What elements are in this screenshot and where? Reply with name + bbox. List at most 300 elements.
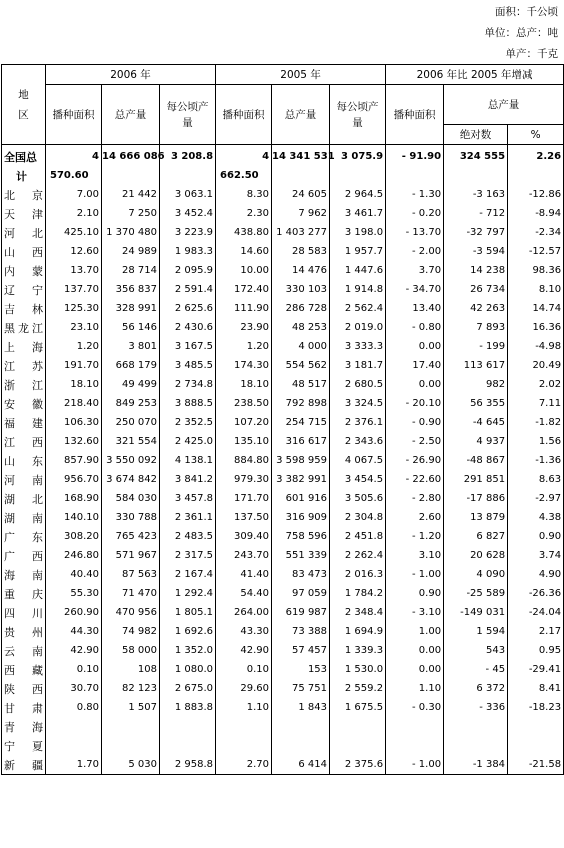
area-change-cell: - 2.80 [386,489,444,508]
pct-change-cell: 7.11 [508,394,564,413]
region-cell: 山 东 [2,451,46,470]
pct-change-cell [508,717,564,736]
output-2006-cell: 3 801 [102,337,160,356]
output-2006-cell: 56 146 [102,318,160,337]
area-2005-cell: 264.00 [216,603,272,622]
table-row [2,527,564,546]
yield-2005-cell: 1 339.3 [330,641,386,660]
region-cell: 甘 肃 [2,698,46,717]
abs-change-cell: 56 355 [444,394,508,413]
yield-2005-cell: 1 530.0 [330,660,386,679]
region-cell: 宁 夏 [2,736,46,755]
area-2005-cell: 4 [216,145,272,167]
table-row [2,318,564,337]
yield-2005-cell [330,717,386,736]
table-row [2,622,564,641]
region-cell: 福 建 [2,413,46,432]
output-2005-cell: 551 339 [272,546,330,565]
abs-change-cell [444,736,508,755]
output-2006-cell: 108 [102,660,160,679]
area-change-cell: 1.00 [386,622,444,641]
area-2006-cell: 7.00 [46,185,102,204]
output-2006-cell: 668 179 [102,356,160,375]
area-change-cell: 3.10 [386,546,444,565]
output-2005-cell: 73 388 [272,622,330,641]
table-row [2,242,564,261]
header-2005: 2005 年 [216,65,386,85]
yield-2006-cell: 2 095.9 [160,261,216,280]
area-2005-cell [216,736,272,755]
pct-change-cell: -8.94 [508,204,564,223]
table-row [2,337,564,356]
area-2005-cell: 662.50 [216,166,272,185]
area-change-cell: 0.00 [386,641,444,660]
area-2005-cell: 438.80 [216,223,272,242]
output-2006-cell: 765 423 [102,527,160,546]
pct-change-cell: 2.02 [508,375,564,394]
output-2005-cell: 330 103 [272,280,330,299]
area-2006-cell: 30.70 [46,679,102,698]
area-change-cell: - 20.10 [386,394,444,413]
pct-change-cell: 8.63 [508,470,564,489]
output-2005-cell: 286 728 [272,299,330,318]
region-cell: 浙 江 [2,375,46,394]
area-2006-cell: 106.30 [46,413,102,432]
area-change-cell: 0.00 [386,337,444,356]
region-cell: 江 西 [2,432,46,451]
yield-2006-cell: 2 958.8 [160,755,216,775]
area-change-cell: - 0.90 [386,413,444,432]
output-2005-cell: 601 916 [272,489,330,508]
area-2005-cell: 54.40 [216,584,272,603]
table-row [2,299,564,318]
area-2005-cell: 243.70 [216,546,272,565]
header-area-2005: 播种面积 [216,85,272,145]
yield-2005-cell: 2 376.1 [330,413,386,432]
pct-change-cell: 0.95 [508,641,564,660]
table-row [2,432,564,451]
area-2006-cell [46,736,102,755]
output-2006-cell: 14 666 086 [102,145,160,167]
abs-change-cell: 7 893 [444,318,508,337]
area-2005-cell: 135.10 [216,432,272,451]
pct-change-cell: -2.34 [508,223,564,242]
area-2005-cell: 41.40 [216,565,272,584]
area-change-cell: 0.00 [386,660,444,679]
output-2005-cell: 316 617 [272,432,330,451]
pct-change-cell: 2.17 [508,622,564,641]
area-2005-cell: 8.30 [216,185,272,204]
region-cell: 贵 州 [2,622,46,641]
region-cell: 四 川 [2,603,46,622]
area-2006-cell: 956.70 [46,470,102,489]
pct-change-cell: -12.57 [508,242,564,261]
region-cell: 重 庆 [2,584,46,603]
output-2006-cell: 330 788 [102,508,160,527]
region-cell: 全国总 [2,145,46,167]
abs-change-cell: -3 594 [444,242,508,261]
area-2006-cell: 308.20 [46,527,102,546]
area-2005-cell: 309.40 [216,527,272,546]
area-change-cell: - 2.00 [386,242,444,261]
abs-change-cell: 291 851 [444,470,508,489]
area-2006-cell: 12.60 [46,242,102,261]
table-notes [0,0,564,64]
output-2006-cell: 849 253 [102,394,160,413]
area-2006-cell: 191.70 [46,356,102,375]
region-cell: 黑龙江 [2,318,46,337]
yield-2005-cell: 2 343.6 [330,432,386,451]
table-row [2,736,564,755]
region-cell: 计 [2,166,46,185]
region-cell: 山 西 [2,242,46,261]
abs-change-cell: 982 [444,375,508,394]
yield-2006-cell: 1 292.4 [160,584,216,603]
output-2006-cell: 71 470 [102,584,160,603]
area-change-cell: 13.40 [386,299,444,318]
pct-change-cell: 3.74 [508,546,564,565]
yield-2006-cell: 3 457.8 [160,489,216,508]
area-2006-cell: 425.10 [46,223,102,242]
yield-2006-cell: 4 138.1 [160,451,216,470]
output-2005-cell: 7 962 [272,204,330,223]
output-2005-cell: 1 843 [272,698,330,717]
output-2005-cell: 4 000 [272,337,330,356]
area-change-cell: 0.90 [386,584,444,603]
yield-2005-cell: 2 559.2 [330,679,386,698]
area-change-cell: - 2.50 [386,432,444,451]
header-absolute: 绝对数 [444,125,508,145]
abs-change-cell: -48 867 [444,451,508,470]
area-2005-cell: 2.70 [216,755,272,775]
abs-change-cell: -149 031 [444,603,508,622]
abs-change-cell: 543 [444,641,508,660]
output-2005-cell: 97 059 [272,584,330,603]
area-change-cell: - 34.70 [386,280,444,299]
area-2005-cell: 2.30 [216,204,272,223]
area-change-cell: - 3.10 [386,603,444,622]
area-2006-cell [46,717,102,736]
yield-2005-cell: 2 375.6 [330,755,386,775]
output-2005-cell: 57 457 [272,641,330,660]
header-percent: % [508,125,564,145]
area-2006-cell: 4 [46,145,102,167]
abs-change-cell: 13 879 [444,508,508,527]
output-2006-cell [102,736,160,755]
output-2005-cell: 619 987 [272,603,330,622]
pct-change-cell: -12.86 [508,185,564,204]
table-row [2,470,564,489]
area-change-cell: - 13.70 [386,223,444,242]
table-row [2,489,564,508]
pct-change-cell: -2.97 [508,489,564,508]
area-change-cell: - 1.00 [386,565,444,584]
yield-2005-cell: 2 562.4 [330,299,386,318]
table-row [2,375,564,394]
pct-change-cell: 8.41 [508,679,564,698]
region-cell: 广 西 [2,546,46,565]
yield-2006-cell [160,736,216,755]
abs-change-cell: 4 937 [444,432,508,451]
table-row [2,394,564,413]
abs-change-cell: 4 090 [444,565,508,584]
region-cell: 河 南 [2,470,46,489]
abs-change-cell: -17 886 [444,489,508,508]
abs-change-cell: -3 163 [444,185,508,204]
yield-2005-cell: 2 304.8 [330,508,386,527]
area-2005-cell: 174.30 [216,356,272,375]
area-2006-cell: 857.90 [46,451,102,470]
pct-change-cell: -1.36 [508,451,564,470]
table-row [2,641,564,660]
yield-2005-cell: 2 348.4 [330,603,386,622]
pct-change-cell: 0.90 [508,527,564,546]
output-2006-cell: 87 563 [102,565,160,584]
area-2005-cell: 14.60 [216,242,272,261]
yield-2006-cell: 2 675.0 [160,679,216,698]
yield-2005-cell: 1 694.9 [330,622,386,641]
yield-2006-cell: 2 317.5 [160,546,216,565]
yield-2005-cell: 1 675.5 [330,698,386,717]
area-2005-cell: 18.10 [216,375,272,394]
area-2006-cell: 1.20 [46,337,102,356]
yield-2005-cell: 3 181.7 [330,356,386,375]
output-2005-cell [272,736,330,755]
area-change-cell: 0.00 [386,375,444,394]
area-2005-cell: 23.90 [216,318,272,337]
area-2005-cell: 43.30 [216,622,272,641]
area-change-cell: 3.70 [386,261,444,280]
output-2005-cell: 1 403 277 [272,223,330,242]
yield-2006-cell: 3 223.9 [160,223,216,242]
header-change: 2006 年比 2005 年增减 [386,65,564,85]
total-row-cont [2,166,564,185]
abs-change-cell: - 336 [444,698,508,717]
yield-2005-cell: 1 957.7 [330,242,386,261]
yield-2005-cell: 3 333.3 [330,337,386,356]
yield-2005-cell [330,736,386,755]
header-output-2005: 总产量 [272,85,330,145]
header-region: 地区 [2,65,46,145]
pct-change-cell: 4.90 [508,565,564,584]
area-2006-cell: 0.80 [46,698,102,717]
area-change-cell: - 1.20 [386,527,444,546]
table-row [2,584,564,603]
output-2005-cell: 83 473 [272,565,330,584]
output-2006-cell: 49 499 [102,375,160,394]
region-cell: 内 蒙 [2,261,46,280]
yield-2005-cell: 2 680.5 [330,375,386,394]
abs-change-cell: 324 555 [444,145,508,167]
table-row [2,546,564,565]
area-2005-cell: 10.00 [216,261,272,280]
table-row [2,755,564,775]
abs-change-cell: -4 645 [444,413,508,432]
table-row [2,413,564,432]
total-row [2,145,564,167]
yield-2005-cell: 3 454.5 [330,470,386,489]
area-2006-cell: 23.10 [46,318,102,337]
region-cell: 北 京 [2,185,46,204]
region-cell: 湖 北 [2,489,46,508]
area-2005-cell: 171.70 [216,489,272,508]
area-change-cell [386,717,444,736]
output-2006-cell: 74 982 [102,622,160,641]
abs-change-cell: 42 263 [444,299,508,318]
yield-2005-cell: 2 964.5 [330,185,386,204]
pct-change-cell: -4.98 [508,337,564,356]
yield-2005-cell: 3 075.9 [330,145,386,167]
region-cell: 湖 南 [2,508,46,527]
abs-change-cell: 20 628 [444,546,508,565]
table-row [2,660,564,679]
yield-2006-cell: 2 591.4 [160,280,216,299]
area-2006-cell: 1.70 [46,755,102,775]
area-change-cell: - 1.00 [386,755,444,775]
abs-change-cell: -32 797 [444,223,508,242]
output-2006-cell: 1 507 [102,698,160,717]
abs-change-cell: -1 384 [444,755,508,775]
area-2006-cell: 137.70 [46,280,102,299]
area-2005-cell: 29.60 [216,679,272,698]
area-change-cell: 2.60 [386,508,444,527]
region-cell: 江 苏 [2,356,46,375]
pct-change-cell: -18.23 [508,698,564,717]
area-2006-cell: 260.90 [46,603,102,622]
pct-change-cell [508,736,564,755]
output-2006-cell: 21 442 [102,185,160,204]
header-yield-2006: 每公顷产量 [160,85,216,145]
output-2006-cell [102,717,160,736]
region-cell: 新 疆 [2,755,46,775]
abs-change-cell: 26 734 [444,280,508,299]
header-area-2006: 播种面积 [46,85,102,145]
pct-change-cell: 20.49 [508,356,564,375]
header-yield-2005: 每公顷产量 [330,85,386,145]
area-2006-cell: 44.30 [46,622,102,641]
output-2005-cell: 14 476 [272,261,330,280]
pct-change-cell: -21.58 [508,755,564,775]
note-yield-unit: 单产：千克 [505,48,558,60]
abs-change-cell: - 45 [444,660,508,679]
abs-change-cell: 14 238 [444,261,508,280]
abs-change-cell: 113 617 [444,356,508,375]
yield-2006-cell [160,717,216,736]
region-cell: 广 东 [2,527,46,546]
area-2005-cell: 979.30 [216,470,272,489]
area-2006-cell: 2.10 [46,204,102,223]
output-2006-cell: 356 837 [102,280,160,299]
area-2006-cell: 13.70 [46,261,102,280]
data-table [1,64,564,775]
table-row [2,603,564,622]
area-2005-cell: 107.20 [216,413,272,432]
area-change-cell: - 0.80 [386,318,444,337]
output-2005-cell: 3 598 959 [272,451,330,470]
output-2006-cell: 28 714 [102,261,160,280]
output-2006-cell: 24 989 [102,242,160,261]
table-row [2,356,564,375]
abs-change-cell: 6 827 [444,527,508,546]
yield-2005-cell: 4 067.5 [330,451,386,470]
table-row [2,717,564,736]
header-2006: 2006 年 [46,65,216,85]
output-2006-cell: 328 991 [102,299,160,318]
yield-2006-cell: 2 625.6 [160,299,216,318]
table-row [2,451,564,470]
region-cell: 青 海 [2,717,46,736]
yield-2006-cell: 2 352.5 [160,413,216,432]
header-total-output-change: 总产量 [444,85,564,125]
pct-change-cell: -1.82 [508,413,564,432]
yield-2006-cell: 3 841.2 [160,470,216,489]
region-cell: 上 海 [2,337,46,356]
area-2005-cell: 0.10 [216,660,272,679]
yield-2005-cell: 2 262.4 [330,546,386,565]
yield-2006-cell: 2 734.8 [160,375,216,394]
output-2006-cell: 82 123 [102,679,160,698]
area-2006-cell: 570.60 [46,166,102,185]
pct-change-cell: -26.36 [508,584,564,603]
area-2005-cell: 111.90 [216,299,272,318]
output-2005-cell: 75 751 [272,679,330,698]
area-2005-cell: 172.40 [216,280,272,299]
region-cell: 河 北 [2,223,46,242]
area-change-cell: - 91.90 [386,145,444,167]
region-cell: 天 津 [2,204,46,223]
pct-change-cell: 2.26 [508,145,564,167]
header-output-2006: 总产量 [102,85,160,145]
yield-2005-cell: 3 461.7 [330,204,386,223]
output-2005-cell: 24 605 [272,185,330,204]
output-2006-cell: 3 674 842 [102,470,160,489]
output-2005-cell: 14 341 531 [272,145,330,167]
yield-2006-cell: 1 883.8 [160,698,216,717]
abs-change-cell: - 712 [444,204,508,223]
output-2006-cell: 58 000 [102,641,160,660]
output-2005-cell: 316 909 [272,508,330,527]
area-2006-cell: 42.90 [46,641,102,660]
table-row [2,508,564,527]
yield-2006-cell: 2 483.5 [160,527,216,546]
yield-2006-cell: 1 983.3 [160,242,216,261]
output-2005-cell: 792 898 [272,394,330,413]
output-2005-cell: 6 414 [272,755,330,775]
area-2005-cell: 42.90 [216,641,272,660]
yield-2006-cell: 3 452.4 [160,204,216,223]
output-2006-cell: 321 554 [102,432,160,451]
area-2006-cell: 40.40 [46,565,102,584]
area-2006-cell: 0.10 [46,660,102,679]
yield-2005-cell: 1 447.6 [330,261,386,280]
yield-2006-cell: 1 080.0 [160,660,216,679]
region-cell: 安 徽 [2,394,46,413]
output-2006-cell: 470 956 [102,603,160,622]
abs-change-cell: 1 594 [444,622,508,641]
yield-2005-cell: 3 198.0 [330,223,386,242]
yield-2006-cell: 1 692.6 [160,622,216,641]
output-2006-cell: 5 030 [102,755,160,775]
area-change-cell: 1.10 [386,679,444,698]
area-change-cell: - 22.60 [386,470,444,489]
abs-change-cell: - 199 [444,337,508,356]
pct-change-cell: 98.36 [508,261,564,280]
table-row [2,698,564,717]
output-2006-cell: 571 967 [102,546,160,565]
yield-2006-cell: 2 167.4 [160,565,216,584]
abs-change-cell: 6 372 [444,679,508,698]
pct-change-cell: 16.36 [508,318,564,337]
